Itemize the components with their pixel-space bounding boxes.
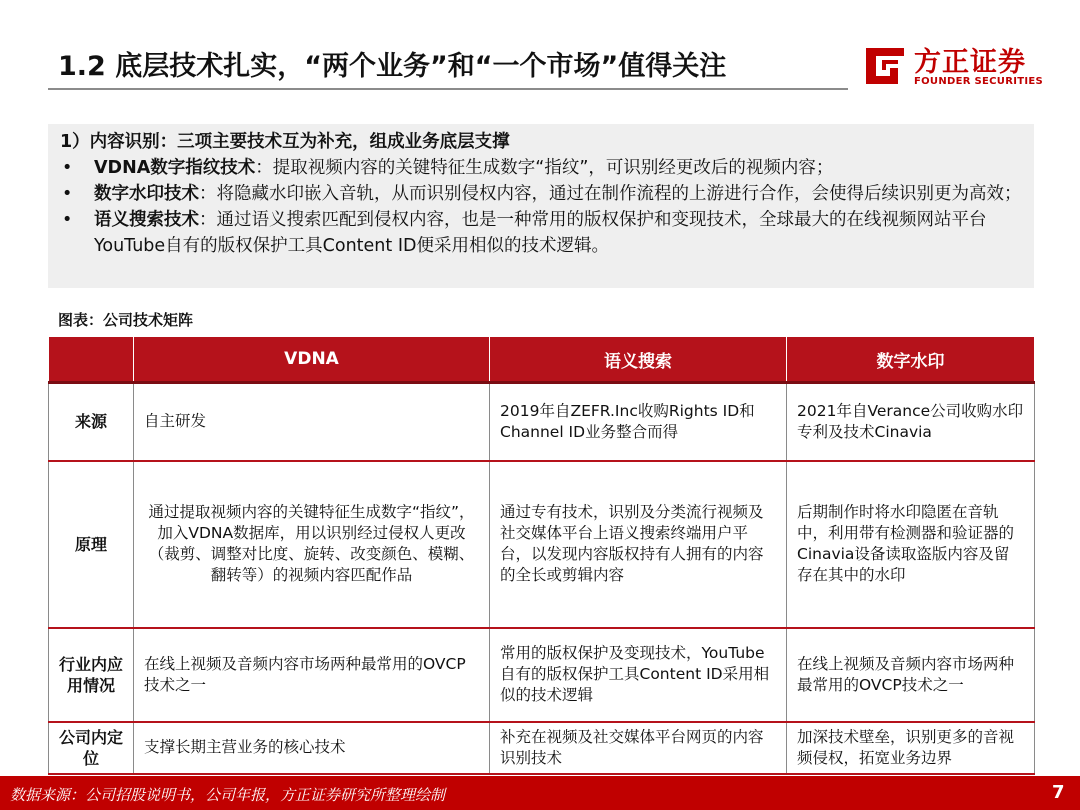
row-label-source: 来源 (49, 383, 134, 461)
company-logo (862, 38, 1047, 94)
bullet-term: 语义搜索技术 (94, 210, 199, 230)
table-cell: 在线上视频及音频内容市场两种最常用的OVCP技术之一 (787, 628, 1035, 722)
table-cell: 后期制作时将水印隐匿在音轨中，利用带有检测器和验证器的Cinavia设备读取盗版内容及留存在其中的水印 (787, 461, 1035, 628)
page-number: 7 (1052, 782, 1065, 803)
founder-logo-icon (862, 42, 908, 88)
bullet-icon: • (62, 158, 73, 178)
table-row (49, 628, 1035, 722)
bullet-text: ：将隐藏水印嵌入音轨，从而识别侵权内容，通过在制作流程的上游进行合作，会使得后续识别更为高效； (199, 184, 1022, 204)
table-header-watermark: 数字水印 (787, 337, 1035, 383)
logo-english-name: FOUNDER SECURITIES (914, 76, 1044, 87)
title-divider (48, 88, 848, 90)
page-title: 1.2 底层技术扎实，“两个业务”和“一个市场”值得关注 (58, 51, 727, 82)
logo-chinese-name: 方正证券 (914, 47, 1026, 78)
table-cell: 通过专有技术，识别及分类流行视频及社交媒体平台上语义搜索终端用户平台，以发现内容版权持有人拥有的内容的全长或剪辑内容 (490, 461, 787, 628)
summary-heading: 1）内容识别：三项主要技术互为补充，组成业务底层支撑 (60, 132, 510, 152)
bullet-icon: • (62, 210, 73, 230)
row-label-company-positioning: 公司内定位 (49, 722, 134, 774)
table-header-vdna: VDNA (134, 337, 490, 383)
table-cell: 自主研发 (134, 383, 490, 461)
table-header-semantic-search: 语义搜索 (490, 337, 787, 383)
table-row (49, 383, 1035, 461)
table-header-row (49, 337, 1035, 383)
figure-caption: 图表：公司技术矩阵 (58, 311, 194, 329)
bullet-term: 数字水印技术 (94, 184, 199, 204)
table-header-corner (49, 337, 134, 383)
bullet-text: ：通过语义搜索匹配到侵权内容，也是一种常用的版权保护和变现技术，全球最大的在线视频网站平台YouTube自有的版权保护工具Content ID便采用相似的技术逻辑。 (94, 210, 987, 256)
summary-bullet-watermark (60, 181, 1022, 207)
table-cell: 补充在视频及社交媒体平台网页的内容识别技术 (490, 722, 787, 774)
table-cell: 2021年自Verance公司收购水印专利及技术Cinavia (787, 383, 1035, 461)
row-label-industry-application: 行业内应用情况 (49, 628, 134, 722)
bullet-term: VDNA数字指纹技术 (94, 158, 256, 178)
summary-box (48, 124, 1034, 288)
table-row (49, 722, 1035, 774)
summary-bullet-semantic (60, 207, 1022, 259)
table-cell: 支撑长期主营业务的核心技术 (134, 722, 490, 774)
table-cell: 加深技术壁垒，识别更多的音视频侵权，拓宽业务边界 (787, 722, 1035, 774)
table-cell: 2019年自ZEFR.Inc收购Rights ID和Channel ID业务整合而得 (490, 383, 787, 461)
summary-bullet-vdna (60, 155, 1022, 181)
table-cell: 常用的版权保护及变现技术，YouTube自有的版权保护工具Content ID采用相似的技术逻辑 (490, 628, 787, 722)
table-cell: 通过提取视频内容的关键特征生成数字“指纹”，加入VDNA数据库，用以识别经过侵权人更改（裁剪、调整对比度、旋转、改变颜色、模糊、翻转等）的视频内容匹配作品 (134, 461, 490, 628)
table-cell: 在线上视频及音频内容市场两种最常用的OVCP技术之一 (134, 628, 490, 722)
bullet-icon: • (62, 184, 73, 204)
table-row (49, 461, 1035, 628)
footer-bar (0, 776, 1080, 810)
row-label-principle: 原理 (49, 461, 134, 628)
bullet-text: ：提取视频内容的关键特征生成数字“指纹”，可识别经更改后的视频内容； (255, 158, 834, 178)
technology-matrix-table (48, 336, 1035, 775)
data-source-note: 数据来源：公司招股说明书，公司年报，方正证券研究所整理绘制 (10, 786, 446, 804)
